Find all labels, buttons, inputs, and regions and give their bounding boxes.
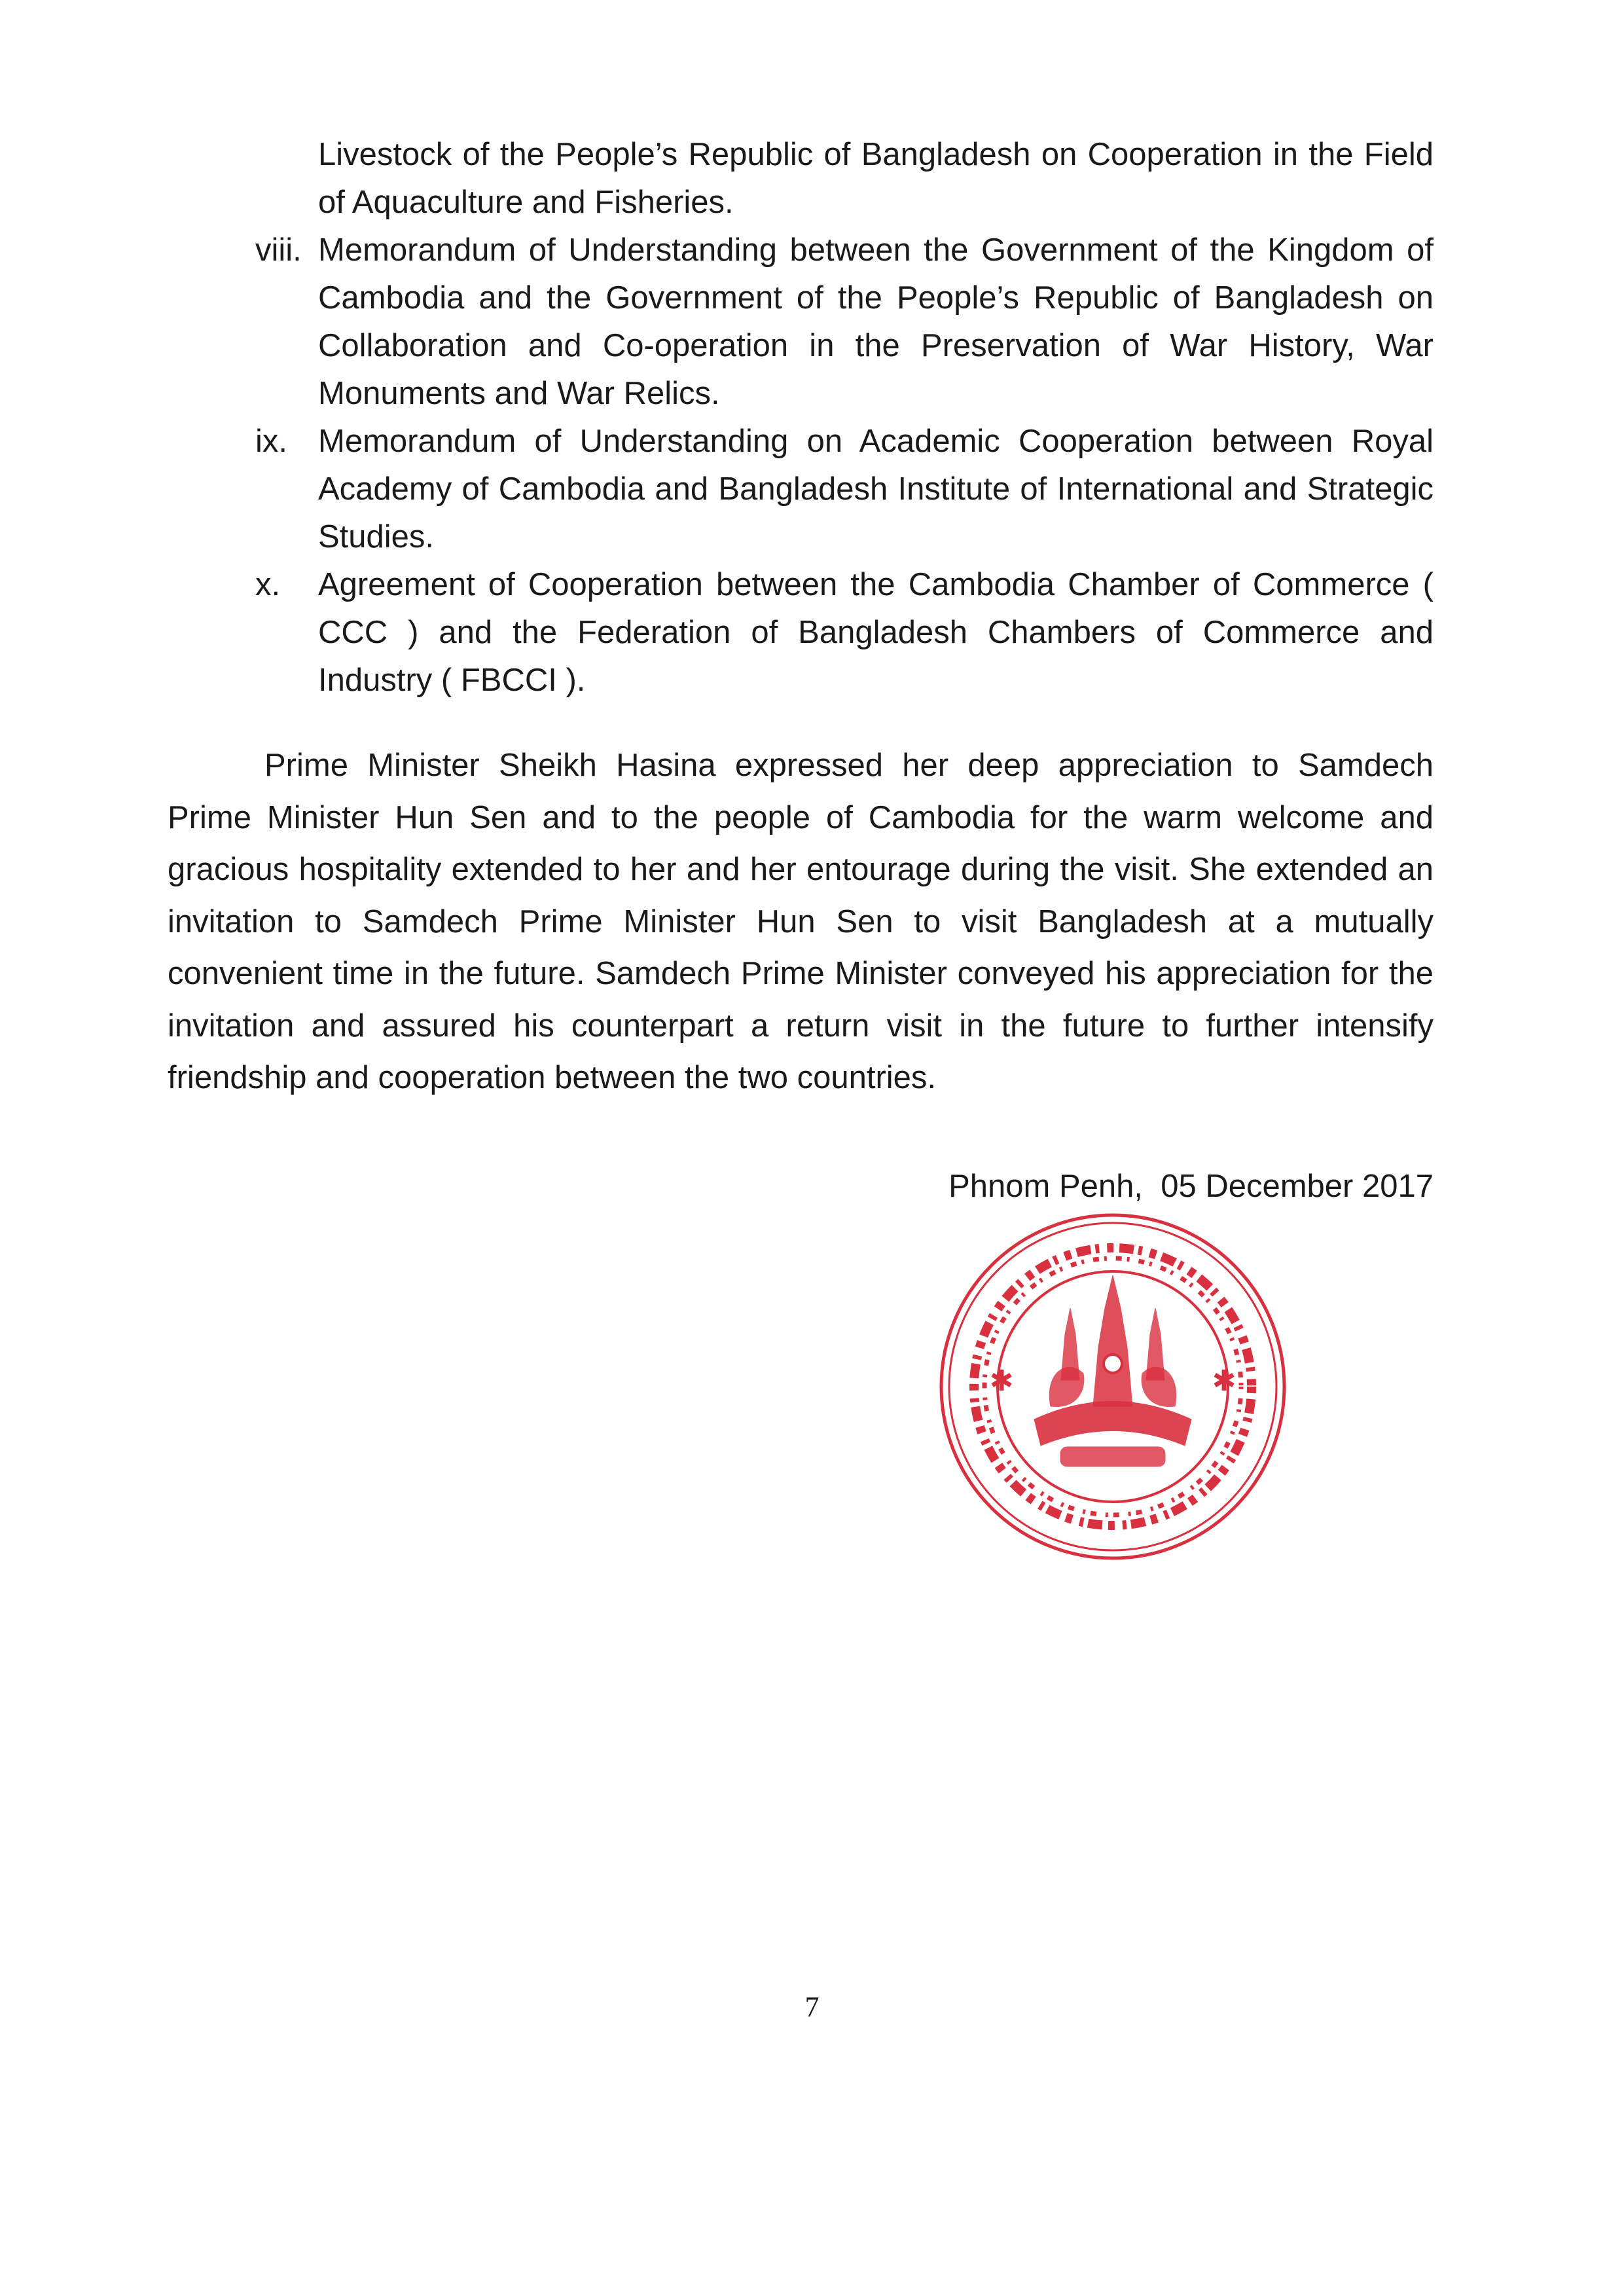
page-number: 7	[804, 1991, 820, 2023]
official-seal-icon	[936, 1210, 1290, 1563]
list-item-number: x.	[255, 567, 281, 602]
list-item	[255, 561, 1434, 704]
list-item-text: Memorandum of Understanding on Academic Cooperation between Royal Academy of Cambodia and Bangladesh Institute of International and Strategic Studies.	[318, 424, 1434, 555]
list-item-text: Memorandum of Understanding between the Government of the Kingdom of Cambodia and the Government of the People’s Republic of Bangladesh on Collaboration and Co-operation in the Preservation of War History, War Monuments and War Relics.	[318, 232, 1434, 411]
agreements-list	[255, 131, 1434, 704]
list-item	[255, 227, 1434, 418]
list-item-number: viii.	[255, 232, 302, 268]
list-item	[255, 418, 1434, 561]
svg-text:✱: ✱	[1212, 1364, 1236, 1398]
list-item	[255, 131, 1434, 227]
svg-text:✱: ✱	[989, 1364, 1014, 1398]
closing-paragraph: Prime Minister Sheikh Hasina expressed her deep appreciation to Samdech Prime Minister Hun Sen and to the people of Cambodia for the warm welcome and gracious hospitality extended to her and her entourage during the visit. She extended an invitation to Samdech Prime Minister Hun Sen to visit Bangladesh at a mutually convenient time in the future. Samdech Prime Minister conveyed his appreciation for the invitation and assured his counterpart a return visit in the future to further intensify friendship and cooperation between the two countries.	[168, 748, 1434, 1095]
place-and-date: Phnom Penh, 05 December 2017	[948, 1169, 1434, 1204]
list-item-text: Agreement of Cooperation between the Cambodia Chamber of Commerce ( CCC ) and the Federation of Bangladesh Chambers of Commerce and Industry ( FBCCI ).	[318, 567, 1434, 698]
list-item-text: Livestock of the People’s Republic of Bangladesh on Cooperation in the Field of Aquaculture and Fisheries.	[318, 137, 1434, 220]
list-item-number: ix.	[255, 424, 287, 459]
